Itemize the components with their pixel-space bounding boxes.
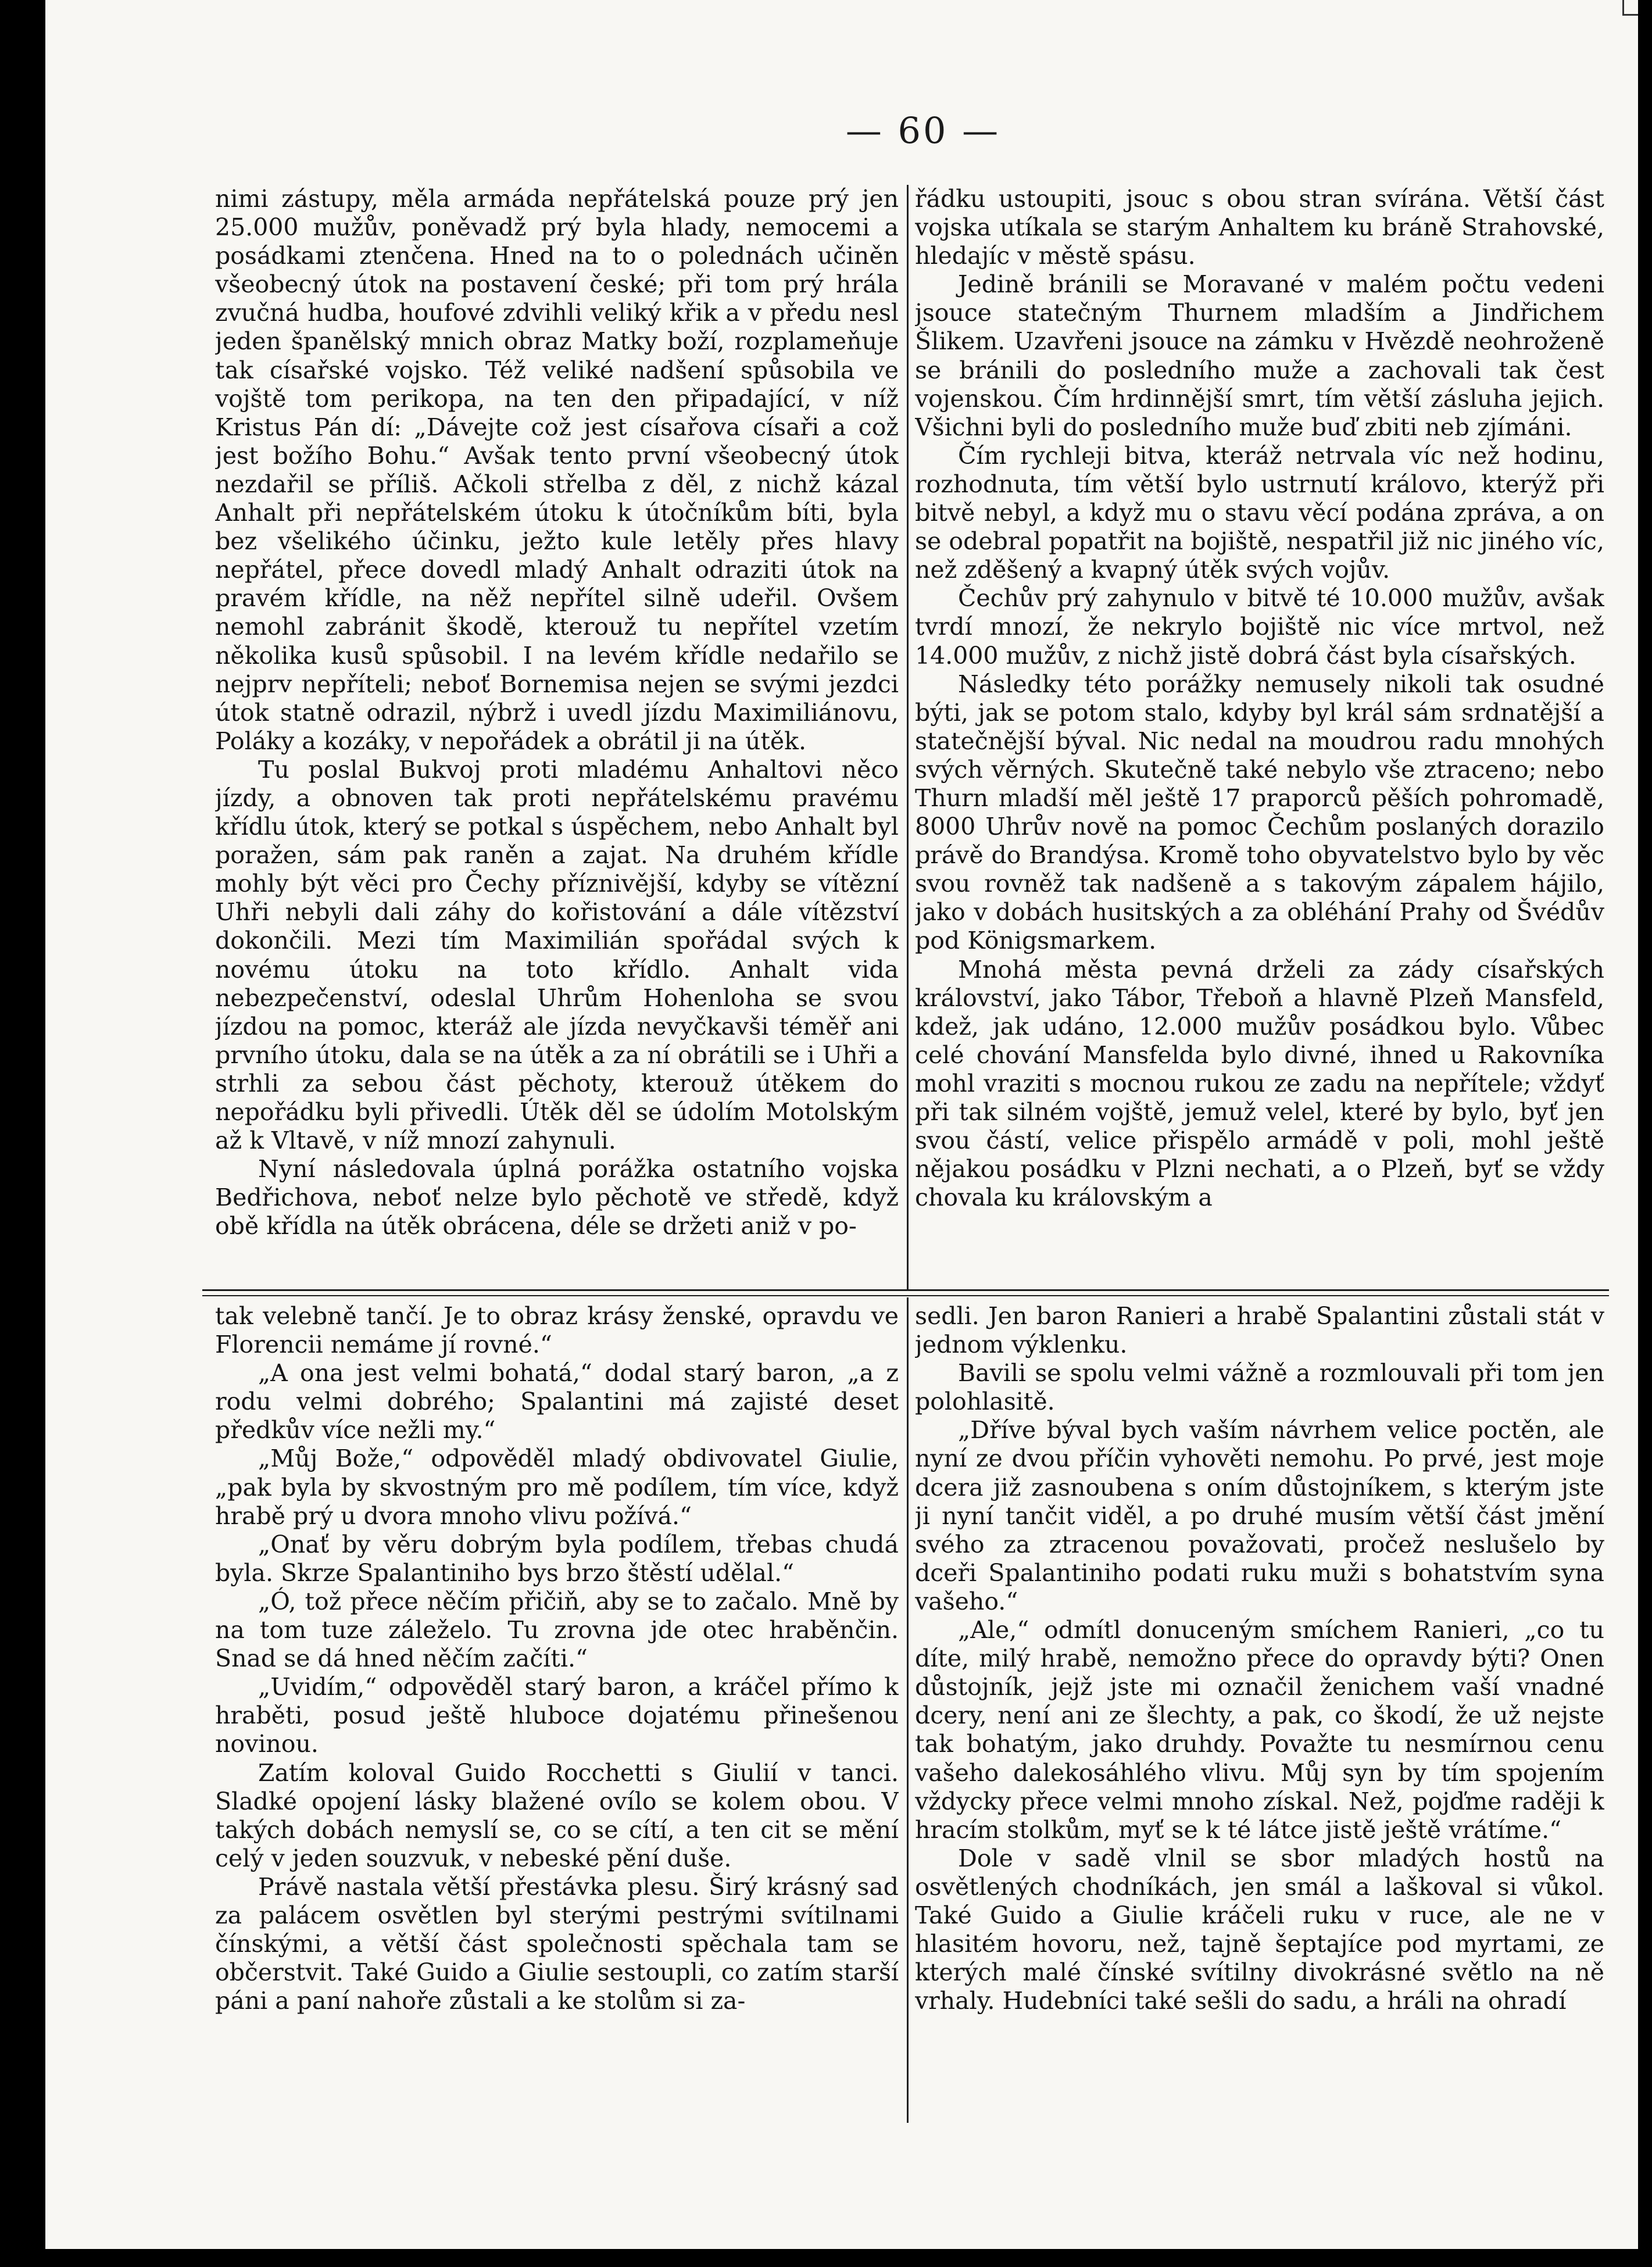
paragraph: „Uvidím,“ odpověděl starý baron, a kráčel přímo k hraběti, posud ještě hluboce dojatému přinešenou novinou. [215,1673,899,1758]
column-divider [907,185,909,1289]
paragraph: nimi zástupy, měla armáda nepřátelská pouze prý jen 25.000 mužův, poněvadž prý byla hlady, nemocemi a posádkami ztenčena. Hned na to o polednách učiněn všeobecný útok na postavení české; při tom prý hrála zvučná hudba, houfové zdvihli veliký křik a v předu nesl jeden španělský mnich obraz Matky boží, rozplameňuje tak císařské vojsko. Též veliké nadšení spůsobila ve vojště tom perikopa, na ten den připadající, v níž Kristus Pán dí: „Dávejte což jest císařova císaři a což jest božího Bohu.“ Avšak tento první všeobecný útok nezdařil se příliš. Ačkoli střelba z děl, z nichž kázal Anhalt při nepřátelském útoku k útočníkům bíti, byla bez všelikého účinku, ježto kule letěly přes hlavy nepřátel, přece dovedl mladý Anhalt odraziti útok na pravém křídle, na něž nepřítel silně udeřil. Ovšem nemohl zabránit škodě, kterouž tu nepřítel vzetím několika kusů spůsobil. I na levém křídle nedařilo se nejprv nepříteli; neboť Bornemisa nejen se svými jezdci útok statně odrazil, nýbrž i uvedl jízdu Maximiliánovu, Poláky a kozáky, v nepořádek a obrátil ji na útěk. [215,185,899,755]
paragraph: Mnohá města pevná drželi za zády císařských království, jako Tábor, Třeboň a hlavně Plzeň Mansfeld, kdež, jak udáno, 12.000 mužův posádkou bylo. Vůbec celé chování Mansfelda bylo divné, ihned u Rakovníka mohl vraziti s mocnou rukou ze zadu na nepřítele; vždyť při tak silném vojště, jemuž velel, které by bylo, byť jen svou částí, velice přispělo armádě v poli, mohl ještě nějakou posádku v Plzni nechati, a o Plzeň, byť se vždy chovala ku královským a [915,955,1604,1212]
paragraph: Čím rychleji bitva, kteráž netrvala víc než hodinu, rozhodnuta, tím větší bylo ustrnutí královo, kterýž při bitvě nebyl, a když mu o stavu věcí podána zpráva, a on se odebral popatřit na bojiště, nespatřil již nic jiného víc, než zděšený a kvapný útěk svých vojův. [915,441,1604,584]
paragraph: tak velebně tančí. Je to obraz krásy ženské, opravdu ve Florencii nemáme jí rovné.“ [215,1302,899,1359]
paragraph: Tu poslal Bukvoj proti mladému Anhaltovi něco jízdy, a obnoven tak proti nepřátelskému pravému křídlu útok, který se potkal s úspěchem, nebo Anhalt byl poražen, sám pak raněn a zajat. Na druhém křídle mohly být věci pro Čechy příznivější, kdyby se vítězní Uhři nebyli dali záhy do kořistování a dále vítězství dokončili. Mezi tím Maximilián spořádal svých k novému útoku na toto křídlo. Anhalt vida nebezpečenství, odeslal Uhrům Hohenloha se svou jízdou na pomoc, kteráž ale jízda nevyčkavši téměř ani prvního útoku, dala se na útěk a za ní obrátili se i Uhři a strhli za sebou část pěchoty, kterouž útěkem do nepořádku byli přivedli. Útěk děl se údolím Motolským až k Vltavě, v níž mnozí zahynuli. [215,755,899,1155]
page-corner-mark [1622,0,1638,16]
column-divider [907,1297,909,2123]
paragraph: Zatím koloval Guido Rocchetti s Giulií v tanci. Sladké opojení lásky blažené ovílo se kolem obou. V takých dobách nemyslí se, co se cítí, a ten cit se mění celý v jeden souzvuk, v nebeské pění duše. [215,1758,899,1872]
lower-left-column [215,1302,899,2267]
paragraph: „Ale,“ odmítl donuceným smíchem Ranieri, „co tu díte, milý hrabě, nemožno přece do opravdy býti? Onen důstojník, jejž jste mi označil ženichem vaší vnadné dcery, není ani ze šlechty, a pak, co škodí, že už nejste tak bohatým, jako druhdy. Považte tu nesmírnou cenu vašeho dalekosáhlého vlivu. Můj syn by tím spojením vždycky přece velmi mnoho získal. Než, pojďme raději k hracím stolkům, myť se k té látce jistě ještě vrátíme.“ [915,1616,1604,1844]
paragraph: sedli. Jen baron Ranieri a hrabě Spalantini zůstali stát v jednom výklenku. [915,1302,1604,1359]
paragraph: Dole v sadě vlnil se sbor mladých hostů na osvětlených chodníkách, jen smál a laškoval si vůkol. Také Guido a Giulie kráčeli ruku v ruce, ale ne v hlasitém hovoru, než, tajně šeptajíce pod myrtami, ze kterých malé čínské svítilny divokrásné světlo na ně vrhaly. Hudebníci také sešli do sadu, a hráli na ohradí [915,1844,1604,2015]
paragraph: Bavili se spolu velmi vážně a rozmlouvali při tom jen polohlasitě. [915,1359,1604,1416]
paragraph: „A ona jest velmi bohatá,“ dodal starý baron, „a z rodu velmi dobrého; Spalantini má zajisté deset předkův více nežli my.“ [215,1359,899,1444]
paragraph: řádku ustoupiti, jsouc s obou stran svírána. Větší část vojska utíkala se starým Anhaltem ku bráně Strahovské, hledajíc v městě spásu. [915,185,1604,270]
upper-right-column [915,185,1604,1359]
newspaper-page [45,0,1638,2249]
paragraph: Čechův prý zahynulo v bitvě té 10.000 mužův, avšak tvrdí mnozí, že nekrylo bojiště nic více mrtvol, než 14.000 mužův, z nichž jistě dobrá část byla císařských. [915,584,1604,670]
paragraph: „Onať by věru dobrým byla podílem, třebas chudá byla. Skrze Spalantiniho bys brzo štěstí udělal.“ [215,1530,899,1587]
paragraph: Právě nastala větší přestávka plesu. Širý krásný sad za palácem osvětlen byl sterými pestrými svítilnami čínskými, a větší část společnosti spěchala tam se občerstvit. Také Guido a Giulie sestoupli, co zatím starší páni a paní nahoře zůstali a ke stolům si za- [215,1872,899,2015]
paragraph: Nyní následovala úplná porážka ostatního vojska Bedřichova, neboť nelze bylo pěchotě ve středě, když obě křídla na útěk obrácena, déle se držeti aniž v po- [215,1155,899,1240]
upper-left-column [215,185,899,1359]
page-number: — 60 — [845,109,1001,152]
paragraph: „Dříve býval bych vaším návrhem velice poctěn, ale nyní ze dvou příčin vyhověti nemohu. Po prvé, jest moje dcera již zasnoubena s oním důstojníkem, s kterým jste ji nyní tančit viděl, a po druhé musím větší část jmění svého za ztracenou považovati, pročež neslušelo by dceři Spalantiniho podati ruku muži s bohatstvím syna vašeho.“ [915,1416,1604,1615]
section-separator [202,1289,1609,1296]
paragraph: „Můj Bože,“ odpověděl mladý obdivovatel Giulie, „pak byla by skvostným pro mě podílem, tím více, když hrabě prý u dvora mnoho vlivu požívá.“ [215,1444,899,1530]
lower-right-column [915,1302,1604,2267]
paragraph: Jedině bránili se Moravané v malém počtu vedeni jsouce statečným Thurnem mladším a Jindřichem Šlikem. Uzavřeni jsouce na zámku v Hvězdě neohroženě se bránili do posledního muže a zachovali tak čest vojenskou. Čím hrdinnější smrt, tím větší zásluha jejich. Všichni byli do posledního muže buď zbiti neb zjímáni. [915,270,1604,441]
paragraph: „Ó, tož přece něčím přičiň, aby se to začalo. Mně by na tom tuze záleželo. Tu zrovna jde otec hraběnčin. Snad se dá hned něčím začíti.“ [215,1587,899,1673]
paragraph: Následky této porážky nemusely nikoli tak osudné býti, jak se potom stalo, kdyby byl král sám srdnatější a statečnější býval. Nic nedal na moudrou radu mnohých svých věrných. Skutečně také nebylo vše ztraceno; nebo Thurn mladší měl ještě 17 praporců pěších pohromadě, 8000 Uhrův nově na pomoc Čechům poslaných dorazilo právě do Brandýsa. Kromě toho obyvatelstvo bylo by věc svou rovněž tak nadšeně a s takovým zápalem hájilo, jako v dobách husitských a za obléhání Prahy od Švédův pod Königsmarkem. [915,670,1604,955]
